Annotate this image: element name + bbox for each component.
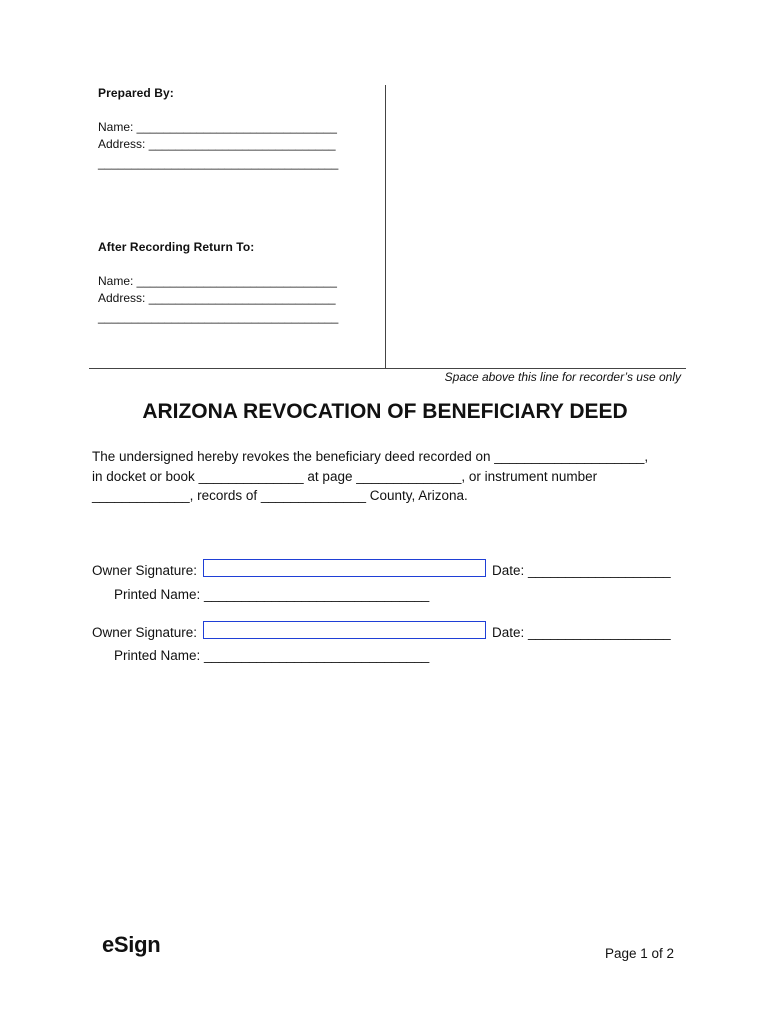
prepared-by-blank-line: ____________________________________ (98, 156, 339, 170)
printed-name-line: Printed Name: ______________________________ (114, 587, 430, 602)
prepared-by-name-line: Name: ______________________________ (98, 120, 337, 134)
printed-name-line: Printed Name: ______________________________ (114, 648, 430, 663)
revocation-paragraph (92, 447, 692, 506)
esign-logo: eSign (102, 932, 161, 957)
date-line: Date: ___________________ (492, 625, 671, 640)
return-to-blank-line: ____________________________________ (98, 310, 339, 324)
return-to-title: After Recording Return To: (98, 240, 255, 254)
owner-signature-label: Owner Signature: (92, 563, 198, 578)
document-title: ARIZONA REVOCATION OF BENEFICIARY DEED (142, 400, 628, 423)
owner-signature-field[interactable] (203, 559, 486, 577)
prepared-by-address-line: Address: ____________________________ (98, 137, 336, 151)
owner-signature-label: Owner Signature: (92, 625, 198, 640)
recorder-note: Space above this line for recorder’s use only (444, 370, 681, 384)
prepared-by-title: Prepared By: (98, 86, 174, 100)
paragraph-line: The undersigned hereby revokes the beneficiary deed recorded on ____________________, (92, 449, 649, 464)
paragraph-line: _____________, records of ______________ County, Arizona. (92, 488, 468, 503)
paragraph-line: in docket or book ______________ at page ______________, or instrument number (92, 468, 598, 484)
return-to-name-line: Name: ______________________________ (98, 274, 337, 288)
recorder-space-divider (89, 368, 686, 369)
date-line: Date: ___________________ (492, 563, 671, 578)
return-to-address-line: Address: ____________________________ (98, 291, 336, 305)
header-vertical-divider (385, 85, 386, 368)
owner-signature-field[interactable] (203, 621, 486, 639)
page-number: Page 1 of 2 (604, 946, 674, 961)
